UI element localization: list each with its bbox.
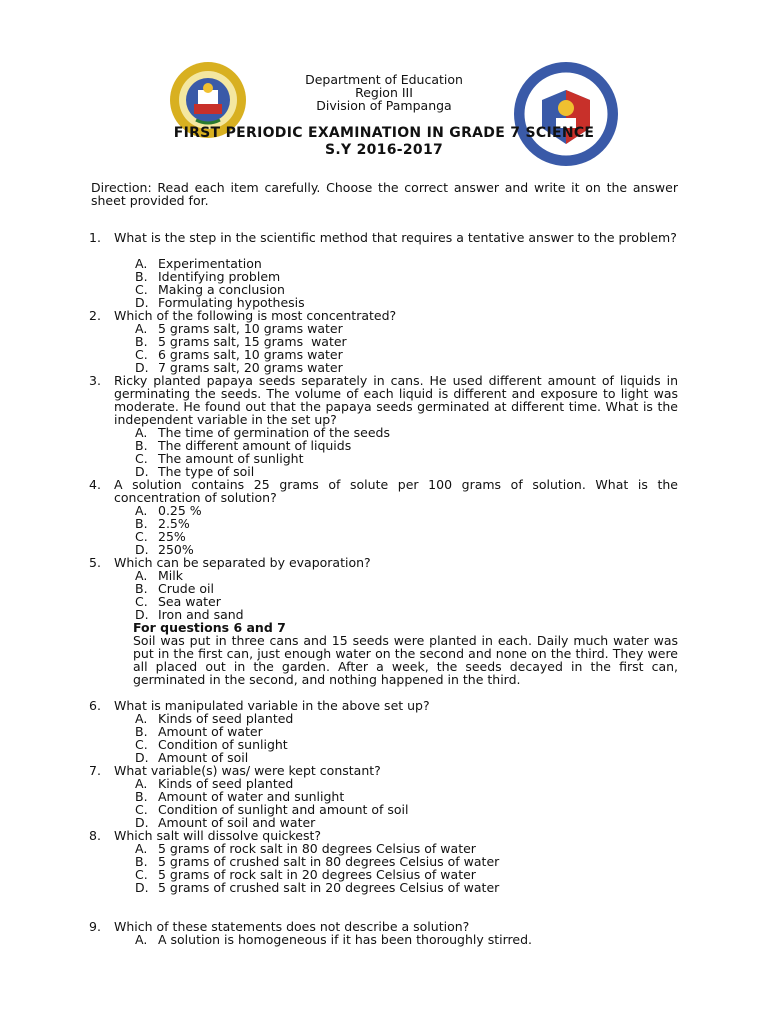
- question-text: What is the step in the scientific method that requires a tentative answer to the problem?: [114, 230, 677, 245]
- option: D. Amount of soil: [135, 750, 249, 765]
- department-name: Department of Education: [305, 72, 463, 87]
- option: D. Iron and sand: [135, 607, 244, 622]
- option: C. Condition of sunlight and amount of soil: [135, 802, 409, 817]
- school-year: S.Y 2016-2017: [324, 142, 444, 158]
- option: B. 2.5%: [135, 516, 190, 531]
- question-text: What variable(s) was/ were kept constant?: [114, 763, 381, 778]
- option: B. 5 grams of crushed salt in 80 degrees Celsius of water: [135, 854, 500, 869]
- passage-heading: For questions 6 and 7: [133, 620, 286, 635]
- option: C. Sea water: [135, 594, 221, 609]
- option: D. Amount of soil and water: [135, 815, 316, 830]
- exam-title: FIRST PERIODIC EXAMINATION IN GRADE 7 SCIENCE: [173, 125, 595, 141]
- question-number: 6.: [89, 698, 101, 713]
- question-number: 3.: [89, 373, 101, 388]
- option: A. 5 grams of rock salt in 80 degrees Celsius of water: [135, 841, 476, 856]
- question-number: 8.: [89, 828, 101, 843]
- option: B. Amount of water and sunlight: [135, 789, 345, 804]
- option: B. Amount of water: [135, 724, 263, 739]
- option: B. Identifying problem: [135, 269, 281, 284]
- question-text: Which can be separated by evaporation?: [114, 555, 371, 570]
- option: A. Kinds of seed planted: [135, 711, 294, 726]
- option: B. Crude oil: [135, 581, 214, 596]
- option: B. 5 grams salt, 15 grams water: [135, 334, 347, 349]
- question-number: 5.: [89, 555, 101, 570]
- question-text: A solution contains 25 grams of solute per 100 grams of solution. What is the concentration of solution?: [114, 477, 678, 506]
- region-name: Region III: [355, 85, 413, 100]
- question-5: [89, 555, 678, 570]
- option: A. The time of germination of the seeds: [135, 425, 391, 440]
- option: B. The different amount of liquids: [135, 438, 352, 453]
- option: A. Kinds of seed planted: [135, 776, 294, 791]
- question-number: 4.: [89, 477, 101, 492]
- option: D. Formulating hypothesis: [135, 295, 305, 310]
- option: C. 6 grams salt, 10 grams water: [135, 347, 343, 362]
- option: D. 250%: [135, 542, 194, 557]
- question-text: Which salt will dissolve quickest?: [114, 828, 322, 843]
- question-number: 1.: [89, 230, 101, 245]
- option: A. 5 grams salt, 10 grams water: [135, 321, 343, 336]
- option: C. 5 grams of rock salt in 20 degrees Celsius of water: [135, 867, 476, 882]
- question-number: 9.: [89, 919, 101, 934]
- option: A. A solution is homogeneous if it has been thoroughly stirred.: [135, 932, 532, 947]
- question-text: What is manipulated variable in the above set up?: [114, 698, 430, 713]
- option: C. The amount of sunlight: [135, 451, 304, 466]
- question-number: 2.: [89, 308, 101, 323]
- option: A. 0.25 %: [135, 503, 202, 518]
- option: D. The type of soil: [135, 464, 255, 479]
- option: C. Condition of sunlight: [135, 737, 288, 752]
- question-4: [89, 477, 678, 506]
- question-number: 7.: [89, 763, 101, 778]
- question-3: [89, 373, 678, 428]
- option: A. Milk: [135, 568, 183, 583]
- passage-text: Soil was put in three cans and 15 seeds were planted in each. Daily much water was put in the first can, just enough water on the second and none on the third. They were all placed out in the garden. After a week, the seeds decayed in the first can, germinated in the second, and nothing happened in the third.: [133, 633, 678, 688]
- question-1: [89, 230, 678, 245]
- option: C. 25%: [135, 529, 186, 544]
- division-name: Division of Pampanga: [316, 98, 452, 113]
- question-text: Which of the following is most concentrated?: [114, 308, 397, 323]
- option: D. 5 grams of crushed salt in 20 degrees Celsius of water: [135, 880, 500, 895]
- question-text: Which of these statements does not describe a solution?: [114, 919, 470, 934]
- option: D. 7 grams salt, 20 grams water: [135, 360, 343, 375]
- question-text: Ricky planted papaya seeds separately in cans. He used different amount of liquids in germinating the seeds. The volume of each liquid is different and exposure to light was moderate. He found out that the papaya seeds germinated at different time. What is the independent variable in the set up?: [114, 373, 678, 428]
- option: A. Experimentation: [135, 256, 262, 271]
- direction-text: Direction: Read each item carefully. Choose the correct answer and write it on the answer sheet provided for.: [91, 180, 678, 209]
- option: C. Making a conclusion: [135, 282, 285, 297]
